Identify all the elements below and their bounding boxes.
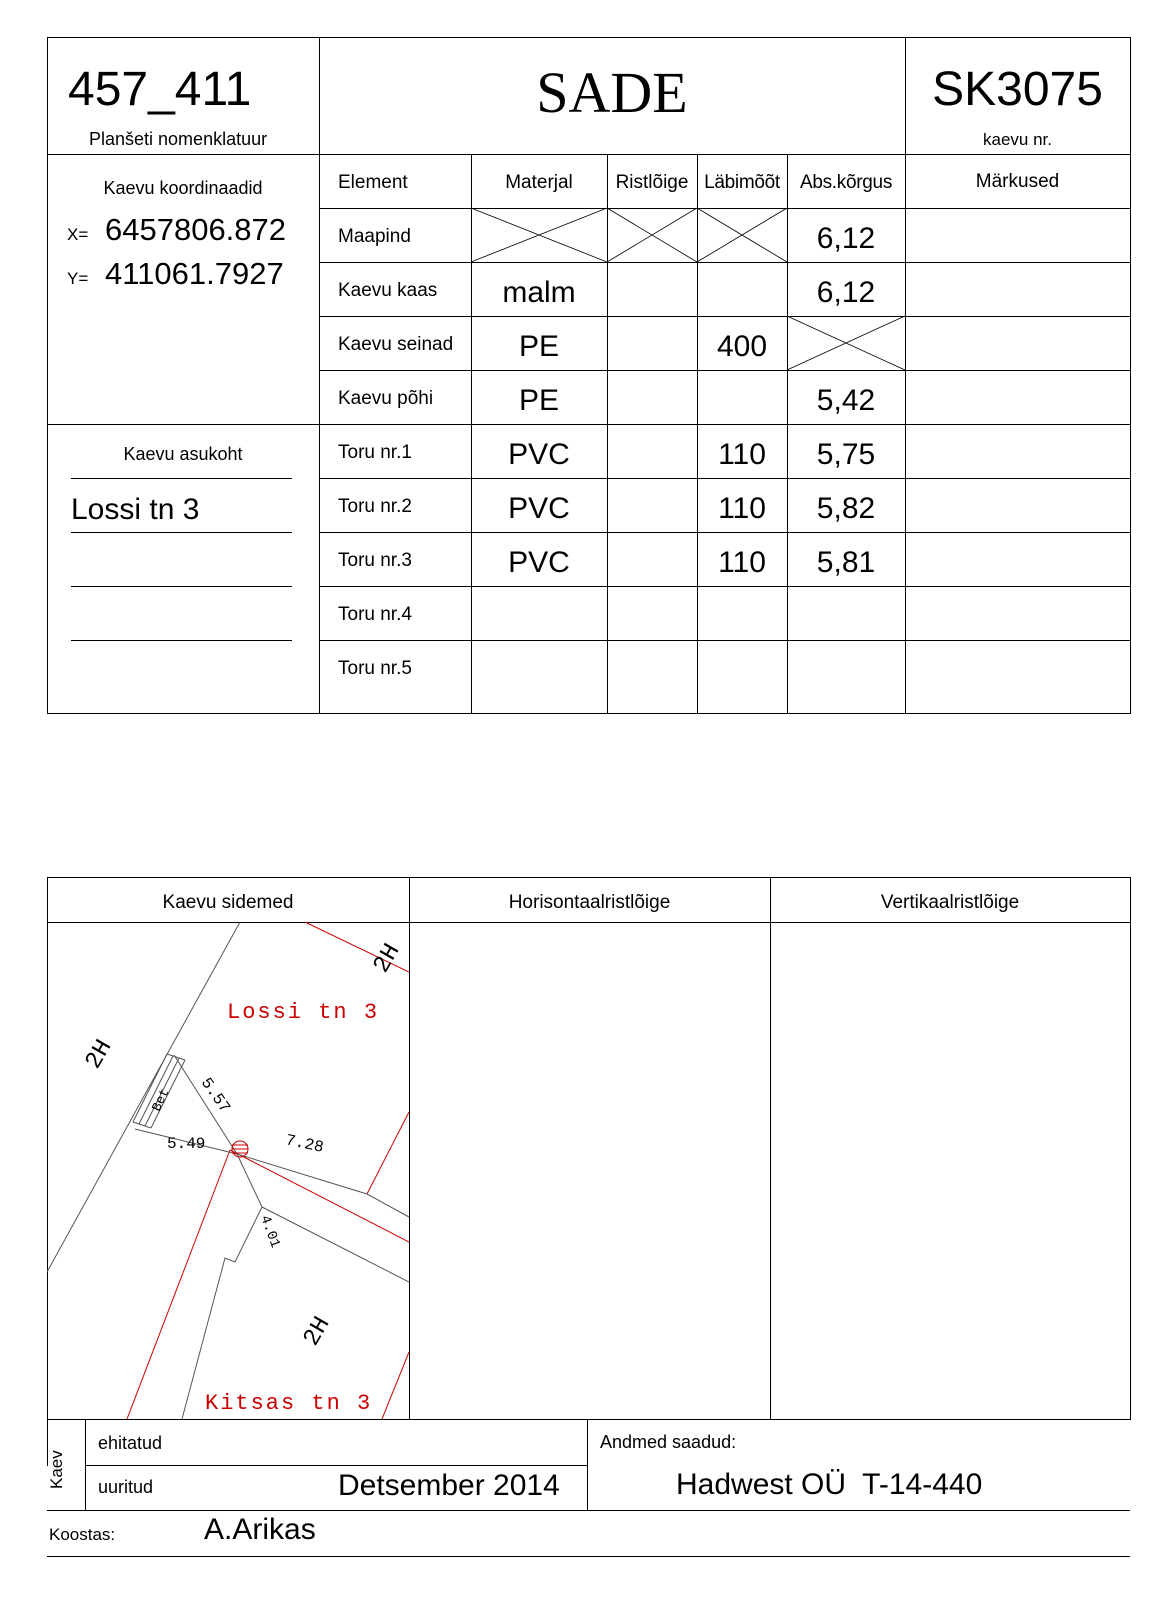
coord-y-label: Y= (67, 269, 89, 288)
tie-distance: 7.28 (283, 1131, 326, 1157)
zone-label: 2H (368, 939, 407, 978)
bet-label: Bet (149, 1086, 173, 1114)
location-label: Kaevu asukoht (123, 444, 243, 464)
coord-y-value: 411061.7927 (105, 256, 284, 291)
row-abs-height: 6,12 (816, 276, 876, 309)
building-line (262, 1207, 409, 1282)
ties-header: Kaevu sidemed (162, 892, 294, 913)
col-header-element: Element (338, 172, 408, 193)
built-label: ehitatud (98, 1433, 163, 1453)
street-label-kitsas: Kitsas tn 3 (205, 1391, 373, 1416)
row-material: PVC (508, 546, 570, 579)
compiled-by: A.Arikas (204, 1513, 316, 1546)
row-material: PVC (508, 492, 570, 525)
tie-distance: 4.01 (256, 1213, 283, 1251)
row-element: Toru nr.4 (338, 604, 412, 625)
row-abs-height: 5,81 (816, 546, 876, 579)
col-header-diameter: Läbimõõt (704, 172, 780, 193)
row-material: malm (502, 276, 576, 309)
row-abs-height: 5,75 (816, 438, 876, 471)
plansheet-label: Planšeti nomenklatuur (89, 129, 268, 149)
horizontal-section-header: Horisontaalristlõige (508, 892, 671, 913)
well-number: SK3075 (932, 63, 1103, 116)
vertical-section-header: Vertikaalristlõige (880, 892, 1020, 913)
row-element: Toru nr.3 (338, 550, 412, 571)
plansheet-number: 457_411 (68, 63, 252, 116)
col-header-material: Materjal (505, 172, 573, 193)
row-material: PE (518, 330, 560, 363)
row-diameter: 110 (718, 438, 766, 471)
row-element: Kaevu kaas (338, 280, 438, 301)
data-source-label: Andmed saadud: (600, 1432, 737, 1452)
surveyed-label: uuritud (98, 1477, 154, 1497)
row-element: Toru nr.1 (338, 442, 412, 463)
kaev-label: Kaev (47, 1450, 66, 1489)
coord-x-label: X= (67, 225, 89, 244)
row-diameter: 110 (718, 492, 766, 525)
row-material: PE (518, 384, 560, 417)
site-map (47, 922, 409, 1419)
row-element: Maapind (338, 226, 411, 247)
col-header-cross-section: Ristlõige (615, 172, 689, 193)
row-element: Kaevu põhi (338, 388, 434, 409)
row-abs-height: 5,82 (816, 492, 876, 525)
surveyed-date: Detsember 2014 (338, 1469, 560, 1502)
street-label-lossi: Lossi tn 3 (227, 1000, 380, 1025)
zone-label: 2H (80, 1035, 119, 1074)
row-element: Toru nr.2 (338, 496, 412, 517)
property-line (382, 1352, 409, 1419)
property-line (367, 1112, 409, 1194)
tie-distance: 5.57 (196, 1074, 234, 1117)
coord-x-value: 6457806.872 (105, 212, 287, 247)
location-value: Lossi tn 3 (71, 493, 200, 526)
row-abs-height: 5,42 (816, 384, 876, 417)
page-title: SADE (536, 60, 688, 125)
row-diameter: 110 (718, 546, 766, 579)
coords-label: Kaevu koordinaadid (103, 178, 263, 198)
well-number-label: kaevu nr. (983, 130, 1052, 149)
row-material: PVC (508, 438, 570, 471)
row-diameter: 400 (716, 330, 768, 363)
row-element: Toru nr.5 (338, 658, 412, 679)
building-line (182, 1154, 262, 1419)
row-abs-height: 6,12 (816, 222, 876, 255)
zone-label: 2H (298, 1312, 337, 1351)
data-source: Hadwest OÜ T-14-440 (676, 1468, 983, 1501)
property-line (127, 1150, 230, 1419)
col-header-notes: Märkused (975, 171, 1060, 192)
row-element: Kaevu seinad (338, 334, 454, 355)
compiled-label: Koostas: (49, 1525, 116, 1544)
tie-distance: 5.49 (167, 1135, 206, 1153)
col-header-abs-height: Abs.kõrgus (799, 172, 893, 193)
